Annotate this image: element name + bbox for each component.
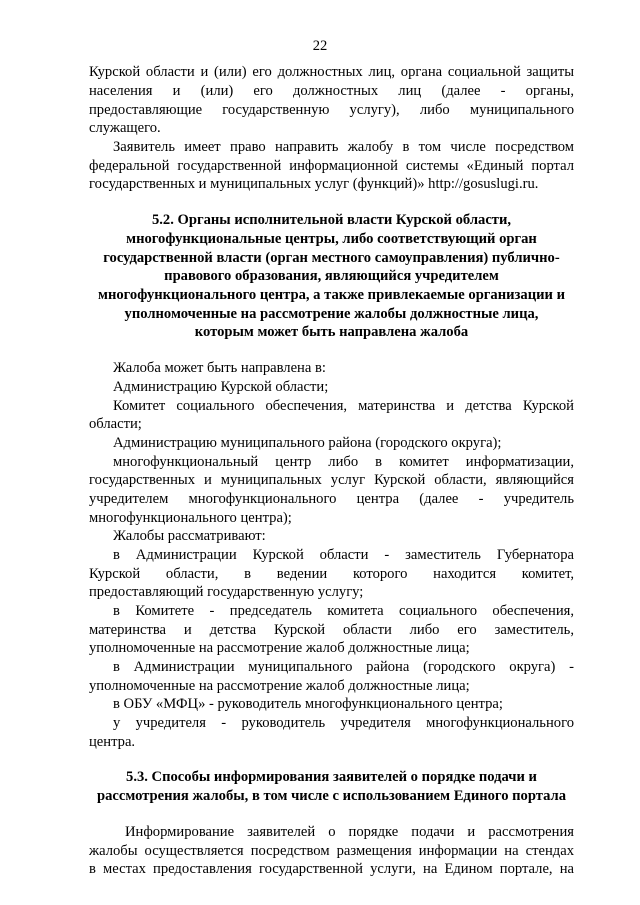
text-line: у учредителя - руководитель учредителя многофункционального (113, 715, 574, 731)
text-line: Администрацию Курской области; (113, 379, 329, 395)
text-line: населения и (или) его должностных лиц (далее - органы, (89, 83, 574, 99)
text-line: федеральной государственной информационной системы «Единый портал (89, 158, 574, 174)
text-line: материнства и детства Курской области либо его заместитель, (89, 622, 574, 638)
section-heading-5-2: которым может быть направлена жалоба (194, 324, 469, 340)
text-line: Жалоба может быть направлена в: (113, 360, 326, 376)
section-heading-5-2: правового образования, являющийся учредителем (164, 268, 499, 284)
text-line: в Комитете - председатель комитета социального обеспечения, (113, 603, 574, 619)
text-line: Комитет социального обеспечения, материнства и детства Курской (113, 398, 574, 414)
section-heading-5-2: государственной власти (орган местного самоуправления) публично- (103, 250, 560, 266)
text-line: Администрацию муниципального района (городского округа); (113, 435, 502, 451)
text-line: Курской области и (или) его должностных лиц, органа социальной защиты (89, 64, 574, 80)
text-line: Жалобы рассматривают: (113, 528, 266, 544)
text-line: предоставляющие государственную услугу), либо муниципального (89, 102, 574, 118)
text-line: уполномоченные на рассмотрение жалоб должностные лица; (89, 678, 470, 694)
section-heading-5-2: многофункциональные центры, либо соответствующий орган (126, 231, 537, 247)
text-line: многофункциональный центр либо в комитет информатизации, (113, 454, 574, 470)
section-heading-5-2: уполномоченные на рассмотрение жалобы должностные лица, (124, 306, 539, 322)
text-line: многофункционального центра); (89, 510, 292, 526)
text-line: в местах предоставления государственной услуги, на Едином портале, на (89, 861, 574, 877)
section-heading-5-3: рассмотрения жалобы, в том числе с использованием Единого портала (96, 788, 567, 804)
text-line: центра. (89, 734, 136, 750)
text-line: государственных и муниципальных услуг Курской области, являющийся (89, 472, 574, 488)
text-line: учредителем многофункционального центра (далее - учредитель (89, 491, 574, 507)
text-line: предоставляющий государственную услугу; (89, 584, 364, 600)
text-line: в Администрации муниципального района (городского округа) - (113, 659, 574, 675)
text-line: Курской области, в ведении которого находится комитет, (89, 566, 574, 582)
text-line: в ОБУ «МФЦ» - руководитель многофункционального центра; (113, 696, 503, 712)
section-heading-5-2: многофункционального центра, а также привлекаемые организации и (98, 287, 565, 303)
text-line: Информирование заявителей о порядке подачи и рассмотрения (125, 824, 574, 840)
page-number: 22 (312, 38, 328, 54)
text-line: Заявитель имеет право направить жалобу в том числе посредством (113, 139, 574, 155)
section-heading-5-2: 5.2. Органы исполнительной власти Курской области, (151, 212, 512, 228)
text-line: уполномоченные на рассмотрение жалоб должностные лица; (89, 640, 470, 656)
section-heading-5-3: 5.3. Способы информирования заявителей о порядке подачи и (126, 769, 537, 785)
text-line: в Администрации Курской области - заместитель Губернатора (113, 547, 574, 563)
text-line: служащего. (89, 120, 161, 136)
text-line: области; (89, 416, 142, 432)
text-line: жалобы осуществляется посредством размещения информации на стендах (89, 843, 574, 859)
text-line: государственных и муниципальных услуг (функций)» http://gosuslugi.ru. (89, 176, 539, 192)
